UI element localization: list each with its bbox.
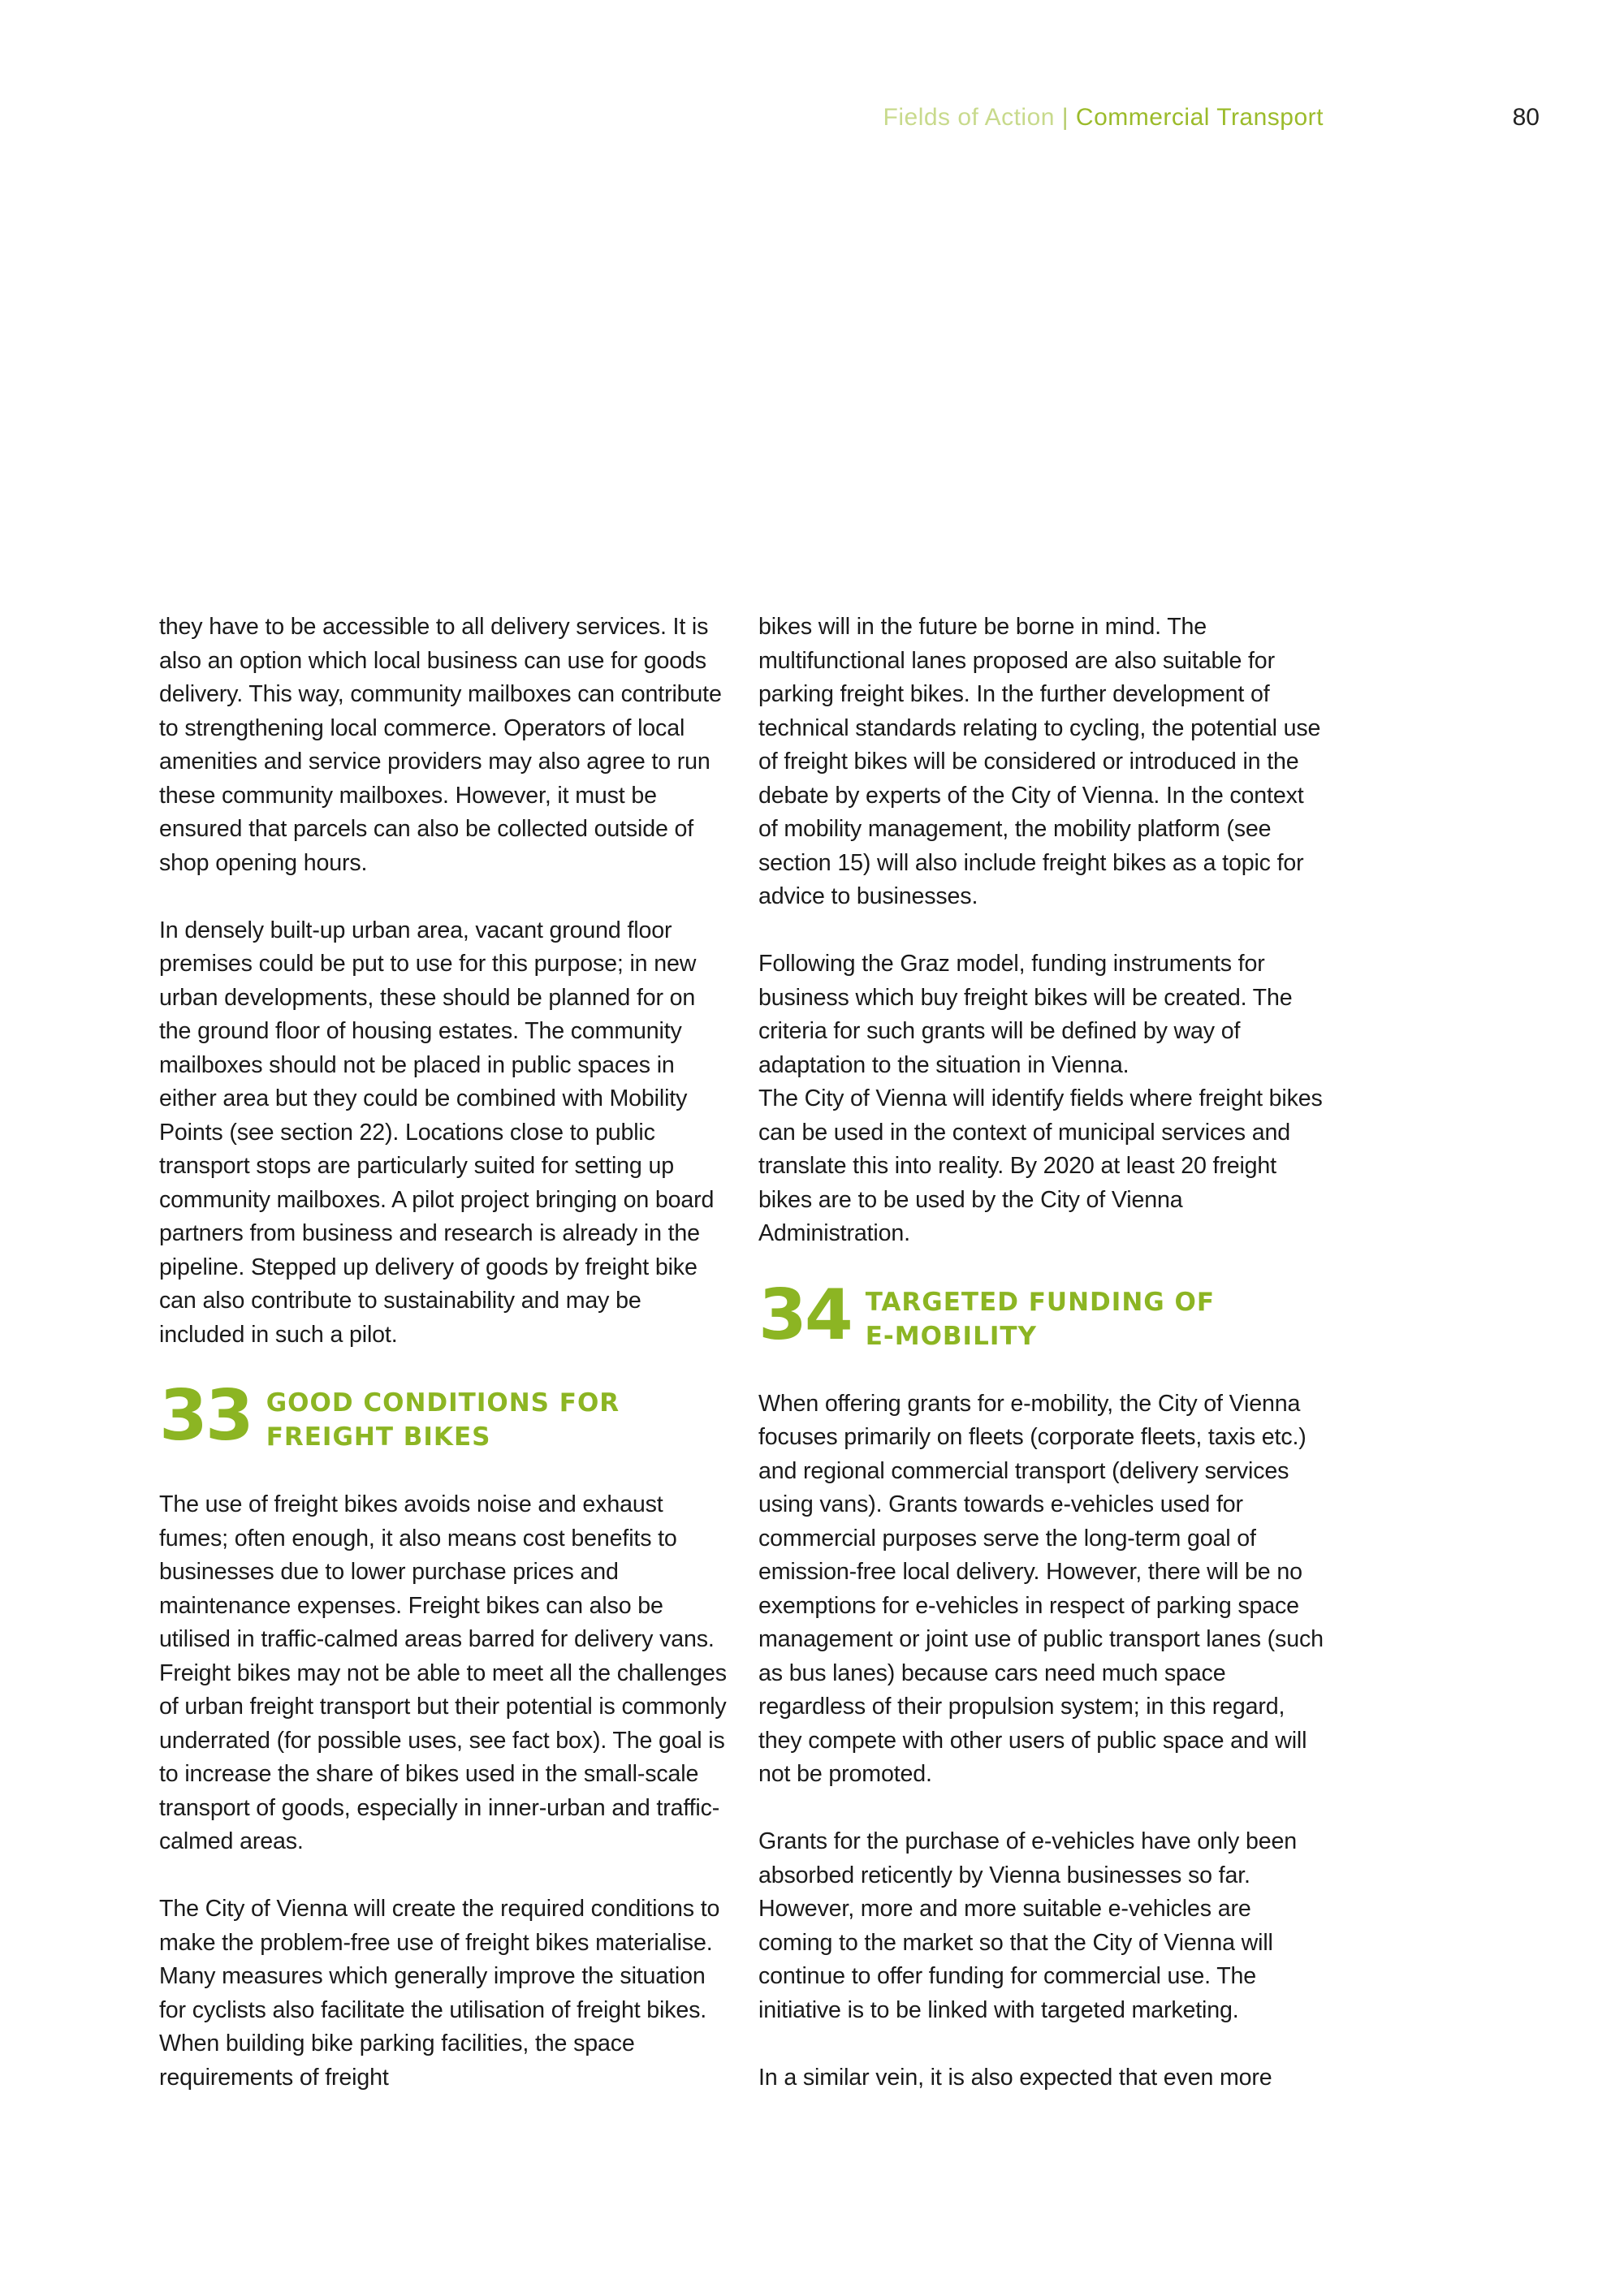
paragraph: The City of Vienna will identify fields where freight bikes can be used in the context of municipal services and translate this into reality. By 2020 at least 20 freight bikes are to be used by the City of Vienna Administration. xyxy=(758,1085,1323,1246)
page-number: 80 xyxy=(1512,104,1540,131)
section-title-line: GOOD CONDITIONS FOR xyxy=(266,1388,620,1418)
header-chapter: Commercial Transport xyxy=(1075,104,1324,131)
header-section: Fields of Action xyxy=(883,104,1055,131)
right-column xyxy=(758,611,1327,2129)
paragraph: Following the Graz model, funding instruments for business which buy freight bikes will be created. The criteria for such grants will be defined by way of adaptation to the situation in Vienna. xyxy=(758,951,1293,1078)
section-title-line: TARGETED FUNDING OF xyxy=(865,1287,1216,1317)
section-heading-34 xyxy=(758,1274,1327,1356)
paragraph: In densely built-up urban area, vacant ground floor premises could be put to use for this purpose; in new urban developments, these should be planned for on the ground floor of housing estates. The community mailboxes should not be placed in public spaces in either area but they could be combined with Mobility Points (see section 22). Locations close to public transport stops are particularly suited for setting up community mailboxes. A pilot project bringing on board partners from business and research is already in the pipeline. Stepped up delivery of goods by freight bike can also contribute to sustainability and may be included in such a pilot. xyxy=(159,917,715,1348)
section-title xyxy=(266,1386,620,1454)
section-title-line: FREIGHT BIKES xyxy=(266,1422,491,1452)
running-header xyxy=(869,101,1324,135)
section-title xyxy=(866,1285,1215,1353)
section-number: 33 xyxy=(159,1375,252,1457)
section-title-line: E-MOBILITY xyxy=(865,1321,1037,1351)
section-heading-33 xyxy=(159,1375,728,1457)
paragraph: they have to be accessible to all delivery services. It is also an option which local business can use for goods delivery. This way, community mailboxes can contribute to strengthening local commerce. Operators of local amenities and service providers may also agree to run these community mailboxes. However, it must be ensured that parcels can also be collected outside of shop opening hours. xyxy=(159,614,722,876)
paragraph: When offering grants for e-mobility, the City of Vienna focuses primarily on fleets (corporate fleets, taxis etc.) and regional commercial transport (delivery services using vans). Grants towards e-vehicles used for commercial purposes serve the long-term goal of emission-free local delivery. However, there will be no exemptions for e-vehicles in respect of parking space management or joint use of public transport lanes (such as bus lanes) because cars need much space regardless of their propulsion system; in this regard, they compete with other users of public space and will not be promoted. xyxy=(758,1390,1324,1787)
left-column xyxy=(159,611,728,2129)
paragraph: The use of freight bikes avoids noise and exhaust fumes; often enough, it also means cost benefits to businesses due to lower purchase prices and maintenance expenses. Freight bikes can also be utilised in traffic-calmed areas barred for delivery vans. Freight bikes may not be able to meet all the challenges of urban freight transport but their potential is commonly underrated (for possible uses, see fact box). The goal is to increase the share of bikes used in the small-scale transport of goods, especially in inner-urban and traffic-calmed areas. xyxy=(159,1491,727,1854)
paragraph: The City of Vienna will create the required conditions to make the problem-free use of freight bikes materialise. Many measures which generally improve the situation for cyclists also facilitate the utilisation of freight bikes. When building bike parking facilities, the space requirements of freight xyxy=(159,1896,720,2091)
paragraph: bikes will in the future be borne in mind. The multifunctional lanes proposed are also suitable for parking freight bikes. In the further development of technical standards relating to cycling, the potential use of freight bikes will be considered or introduced in the debate by experts of the City of Vienna. In the context of mobility management, the mobility platform (see section 15) will also include freight bikes as a topic for advice to businesses. xyxy=(758,614,1321,909)
paragraph: In a similar vein, it is also expected that even more xyxy=(758,2064,1272,2091)
paragraph: Grants for the purchase of e-vehicles have only been absorbed reticently by Vienna businesses so far. However, more and more suitable e-vehicles are coming to the market so that the City of Vienna will continue to offer funding for commercial use. The initiative is to be linked with targeted marketing. xyxy=(758,1828,1297,2023)
section-number: 34 xyxy=(758,1274,851,1356)
header-separator: | xyxy=(1054,104,1076,131)
